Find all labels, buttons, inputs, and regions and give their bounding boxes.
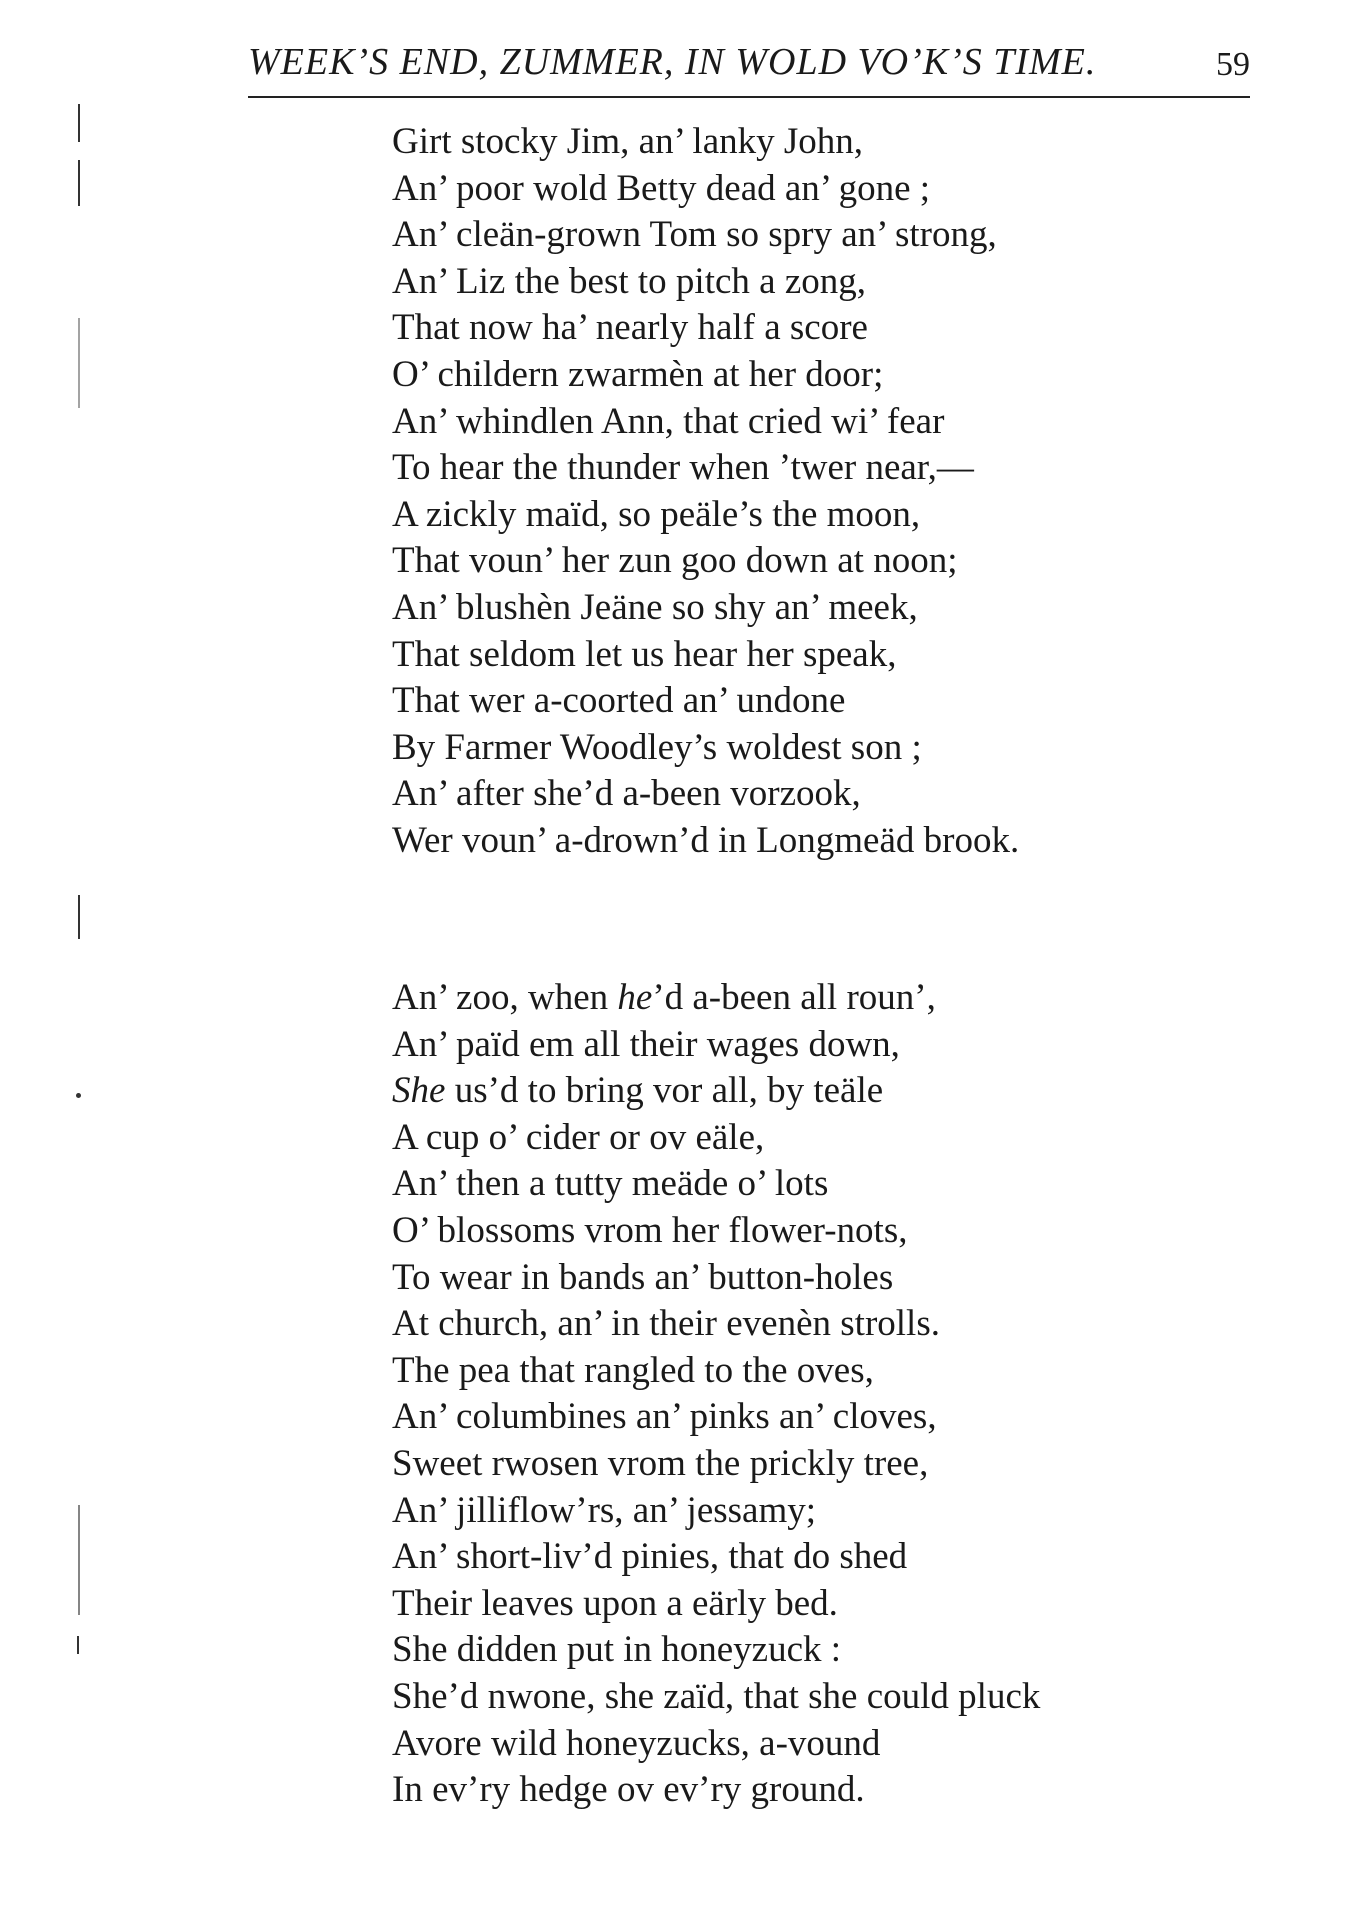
running-title: WEEK’S END, ZUMMER, IN WOLD VO’K’S TIME. <box>248 41 1097 83</box>
verse-line <box>392 975 1252 1022</box>
verse-line: She didden put in honeyzuck : <box>392 1629 842 1671</box>
verse-line: That seldom let us hear her speak, <box>392 633 897 675</box>
verse-line: The pea that rangled to the oves, <box>392 1349 874 1391</box>
verse-line: Girt stocky Jim, an’ lanky John, <box>392 121 864 162</box>
verse-line: A zickly maïd, so peäle’s the moon, <box>392 493 921 535</box>
verse-line: An’ whindlen Ann, that cried wi’ fear <box>392 400 945 442</box>
verse-line-text: An’ zoo, when <box>392 977 618 1018</box>
verse-line: An’ cleän-grown Tom so spry an’ strong, <box>392 214 997 256</box>
verse-line-text: us’d to bring vor all, by teäle <box>445 1070 884 1112</box>
margin-mark <box>78 895 80 939</box>
verse-line: At church, an’ in their evenèn strolls. <box>392 1303 940 1345</box>
verse-line: An’ then a tutty meäde o’ lots <box>392 1163 829 1205</box>
verse-line: Avore wild honeyzucks, a-vound <box>392 1722 881 1764</box>
verse-line <box>392 1068 1252 1115</box>
verse-line-text: ’d a-been all roun’, <box>652 977 936 1018</box>
stanza-1 <box>392 119 1252 865</box>
running-head <box>248 36 1250 96</box>
margin-mark <box>78 1505 80 1615</box>
verse-line: To hear the thunder when ’twer near,— <box>392 447 974 489</box>
verse-line: O’ childern zwarmèn at her door; <box>392 353 884 395</box>
verse-line: An’ Liz the best to pitch a zong, <box>392 260 867 302</box>
verse-line: A cup o’ cider or ov eäle, <box>392 1116 765 1158</box>
verse-line: An’ païd em all their wages down, <box>392 1023 900 1065</box>
verse-line: That voun’ her zun goo down at noon; <box>392 540 958 582</box>
margin-mark <box>77 1636 79 1654</box>
verse-line: An’ blushèn Jeäne so shy an’ meek, <box>392 586 918 628</box>
verse-line: O’ blossoms vrom her flower-nots, <box>392 1209 908 1251</box>
verse-line: She’d nwone, she zaïd, that she could pluck <box>392 1675 1041 1717</box>
verse-line-italic: he <box>617 977 653 1018</box>
verse-line: An’ columbines an’ pinks an’ cloves, <box>392 1396 937 1438</box>
verse-line: In ev’ry hedge ov ev’ry ground. <box>392 1769 865 1811</box>
stanza-2 <box>392 975 1252 1814</box>
verse-line: An’ poor wold Betty dead an’ gone ; <box>392 167 931 209</box>
header-rule <box>248 96 1250 98</box>
page-number: 59 <box>1216 46 1250 83</box>
verse-line: Wer voun’ a-drown’d in Longmeäd brook. <box>392 819 1020 861</box>
verse-line: By Farmer Woodley’s woldest son ; <box>392 726 922 768</box>
verse-line: Their leaves upon a eärly bed. <box>392 1582 838 1624</box>
verse-line: An’ after she’d a-been vorzook, <box>392 773 861 815</box>
verse-line: That wer a-coorted an’ undone <box>392 680 846 722</box>
verse-line: An’ jilliflow’rs, an’ jessamy; <box>392 1489 817 1531</box>
verse-line: Sweet rwosen vrom the prickly tree, <box>392 1442 929 1484</box>
verse-line: An’ short-liv’d pinies, that do shed <box>392 1536 908 1578</box>
margin-dot <box>76 1093 81 1098</box>
verse-line: To wear in bands an’ button-holes <box>392 1256 894 1298</box>
verse-line-italic: She <box>392 1070 446 1112</box>
margin-mark <box>78 160 80 206</box>
margin-mark <box>78 318 80 408</box>
margin-mark <box>78 104 80 142</box>
verse-line: That now ha’ nearly half a score <box>392 307 868 349</box>
